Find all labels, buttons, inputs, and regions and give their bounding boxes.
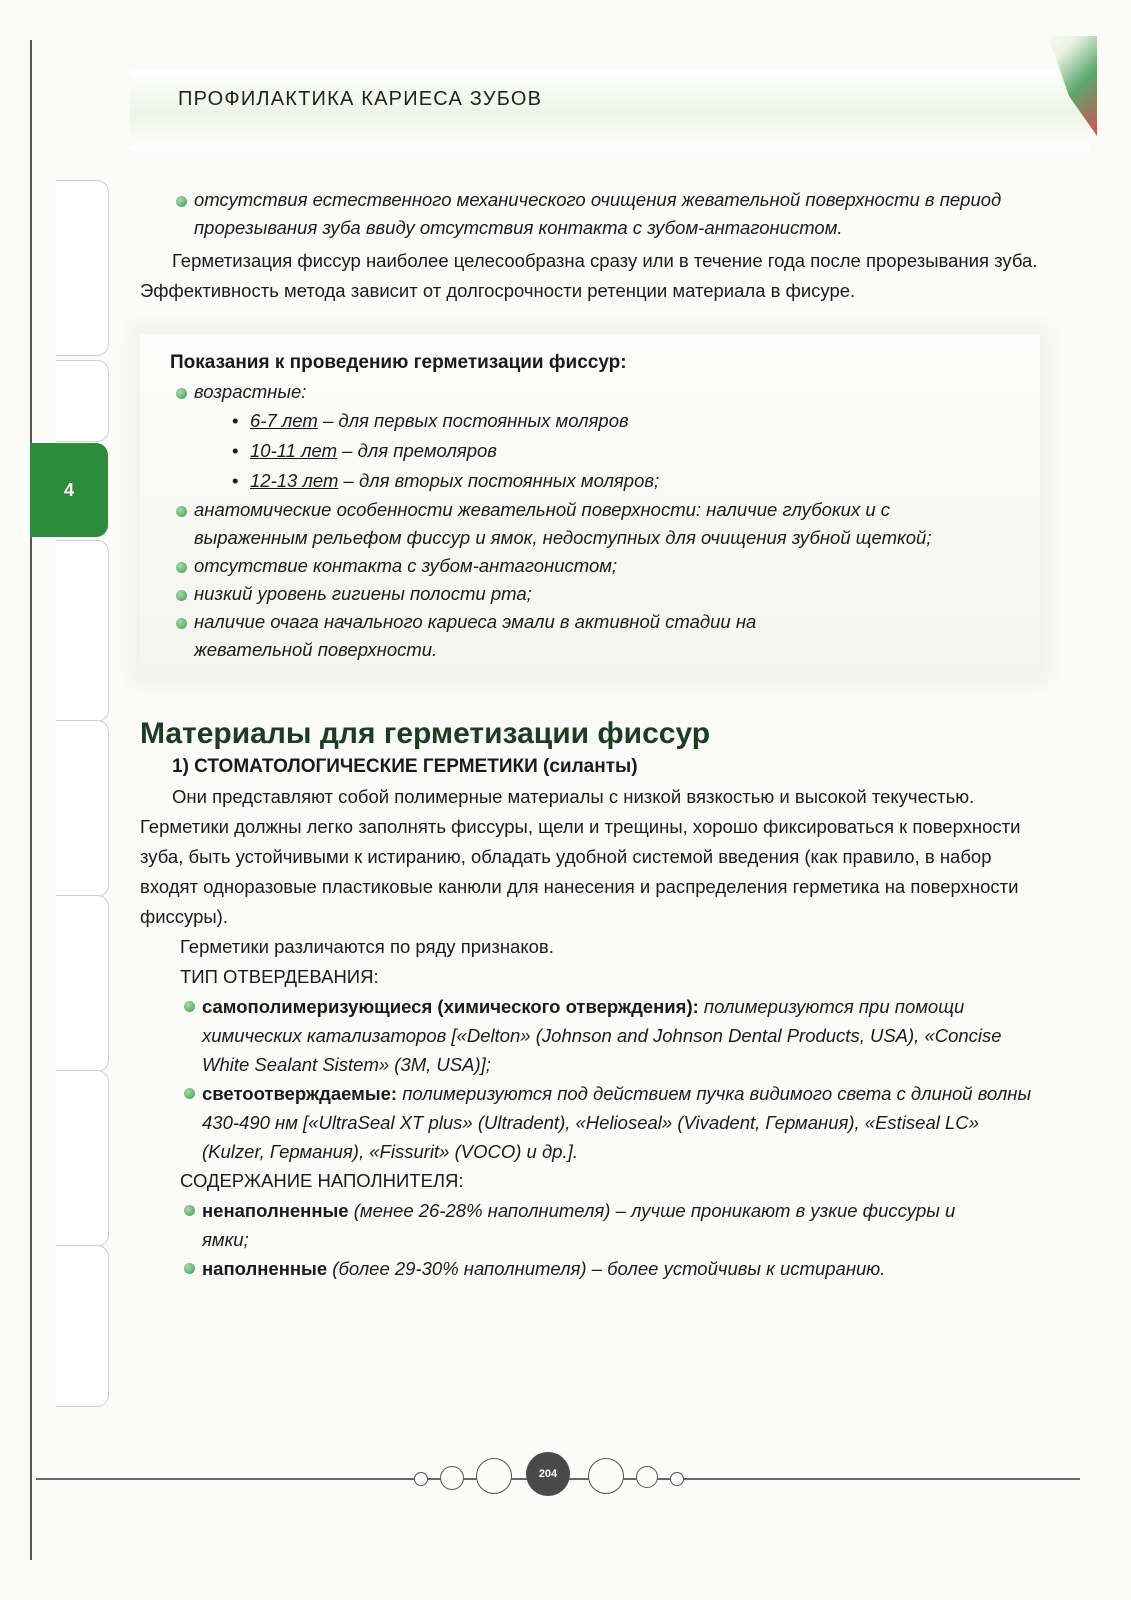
age-range: 6-7 лет	[250, 410, 318, 431]
indication-text: наличие очага начального кариеса эмали в активной стадии на жевательной поверхности.	[194, 611, 757, 660]
filler-label: СОДЕРЖАНИЕ НАПОЛНИТЕЛЯ:	[180, 1170, 464, 1191]
dot-icon: •	[232, 470, 239, 491]
indication-item	[170, 496, 974, 552]
thumb-tab	[56, 540, 109, 722]
age-range: 10-11 лет	[250, 440, 338, 461]
cure-desc: полимеризуются при помощи химических катализаторов [«Delton» (Johnson and Johnson Dental Products, USA), «Concise White Sealant Sistem» (3M, USA)];	[202, 996, 1002, 1075]
circle-ornament	[440, 1466, 464, 1490]
indication-text: низкий уровень гигиены полости рта;	[194, 583, 532, 604]
age-subitem	[170, 406, 1018, 436]
thumb-tab	[56, 1070, 109, 1247]
thumb-tab	[56, 180, 109, 356]
age-desc: – для вторых постоянных моляров;	[338, 470, 660, 491]
indications-box	[140, 334, 1040, 676]
filler-item	[140, 1254, 1040, 1283]
cure-term: самополимеризующиеся (химического отверждения):	[202, 996, 699, 1017]
cure-type-label: ТИП ОТВЕРДЕВАНИЯ:	[180, 966, 379, 987]
thumb-tab	[56, 360, 109, 442]
bullet-icon	[176, 506, 187, 517]
thumb-tab	[56, 895, 109, 1072]
age-range: 12-13 лет	[250, 470, 339, 491]
age-subitem	[170, 466, 1018, 496]
differ-text: Герметики различаются по ряду признаков.	[180, 936, 554, 957]
thumb-tab	[56, 720, 109, 897]
filler-term: ненаполненные	[202, 1200, 349, 1221]
indication-item	[170, 608, 854, 664]
sub-heading: 1) СТОМАТОЛОГИЧЕСКИЕ ГЕРМЕТИКИ (силанты)	[172, 756, 638, 777]
bullet-icon	[176, 590, 187, 601]
page-content	[140, 186, 1040, 1283]
age-desc: – для премоляров	[337, 440, 497, 461]
age-subitem	[170, 436, 1018, 466]
dot-icon: •	[232, 440, 239, 461]
cure-desc: полимеризуются под действием пучка видимого света с длиной волны 430-490 нм [«UltraSeal XT plus» (Ultradent), «Helioseal» (Vivadent, Германия), «Estiseal LC» (Kulzer, Германия), «Fissurit» (VOCO) и др.].	[202, 1083, 1032, 1162]
circle-ornament	[588, 1458, 624, 1494]
bullet-icon	[176, 618, 187, 629]
thumb-tab	[56, 1245, 109, 1407]
cure-item	[140, 1079, 1040, 1166]
bullet-icon	[176, 562, 187, 573]
left-margin-rule	[30, 40, 32, 1560]
materials-paragraph: Они представляют собой полимерные материалы с низкой вязкостью и высокой текучестью. Герметики должны легко заполнять фиссуры, щели и трещины, хорошо фиксироваться к поверхности зуба, быть устойчивыми к истиранию, обладать удобной системой введения (как правило, в набор входят одноразовые пластиковые канюли для нанесения и распределения герметика на поверхности фиссуры).	[140, 786, 1021, 927]
indication-item	[170, 580, 1018, 608]
indication-text: анатомические особенности жевательной поверхности: наличие глубоких и с выраженным рельефом фиссур и ямок, недоступных для очищения зубной щеткой;	[194, 499, 932, 548]
indications-title: Показания к проведению герметизации фиссур:	[170, 352, 627, 373]
filler-term: наполненные	[202, 1258, 328, 1279]
intro-paragraph: Герметизация фиссур наиболее целесообразна сразу или в течение года после прорезывания зуба. Эффективность метода зависит от долгосрочности ретенции материала в фисуре.	[140, 250, 1038, 301]
bullet-icon	[184, 1263, 195, 1274]
bullet-icon	[184, 1088, 195, 1099]
cure-item	[140, 992, 1040, 1079]
circle-ornament	[636, 1466, 658, 1488]
bullet-icon	[176, 196, 187, 207]
indication-text: отсутствие контакта с зубом-антагонистом;	[194, 555, 618, 576]
bullet-icon	[184, 1205, 195, 1216]
cure-term: светоотверждаемые:	[202, 1083, 398, 1104]
bullet-icon	[184, 1001, 195, 1012]
circle-ornament	[476, 1458, 512, 1494]
bullet-icon	[176, 388, 187, 399]
dot-icon: •	[232, 410, 239, 431]
section-heading: Материалы для герметизации фиссур	[140, 717, 711, 750]
chapter-tab-active: 4	[30, 443, 108, 537]
page-number: 204	[526, 1452, 570, 1496]
age-desc: – для первых постоянных моляров	[317, 410, 629, 431]
indication-item	[170, 552, 1018, 580]
circle-ornament	[414, 1472, 428, 1486]
intro-bullet-text: отсутствия естественного механического очищения жевательной поверхности в период прорезывания зуба ввиду отсутствия контакта с зубом-антагонистом.	[194, 189, 1002, 238]
circle-ornament	[670, 1472, 684, 1486]
age-label: возрастные:	[194, 381, 307, 402]
age-item	[170, 378, 1018, 406]
filler-item	[140, 1196, 962, 1254]
filler-desc: (менее 26-28% наполнителя) – лучше проникают в узкие фиссуры и ямки;	[202, 1200, 956, 1250]
filler-desc: (более 29-30% наполнителя) – более устойчивы к истиранию.	[327, 1258, 886, 1279]
intro-bullet	[170, 186, 1034, 242]
running-title: ПРОФИЛАКТИКА КАРИЕСА ЗУБОВ	[178, 88, 543, 110]
